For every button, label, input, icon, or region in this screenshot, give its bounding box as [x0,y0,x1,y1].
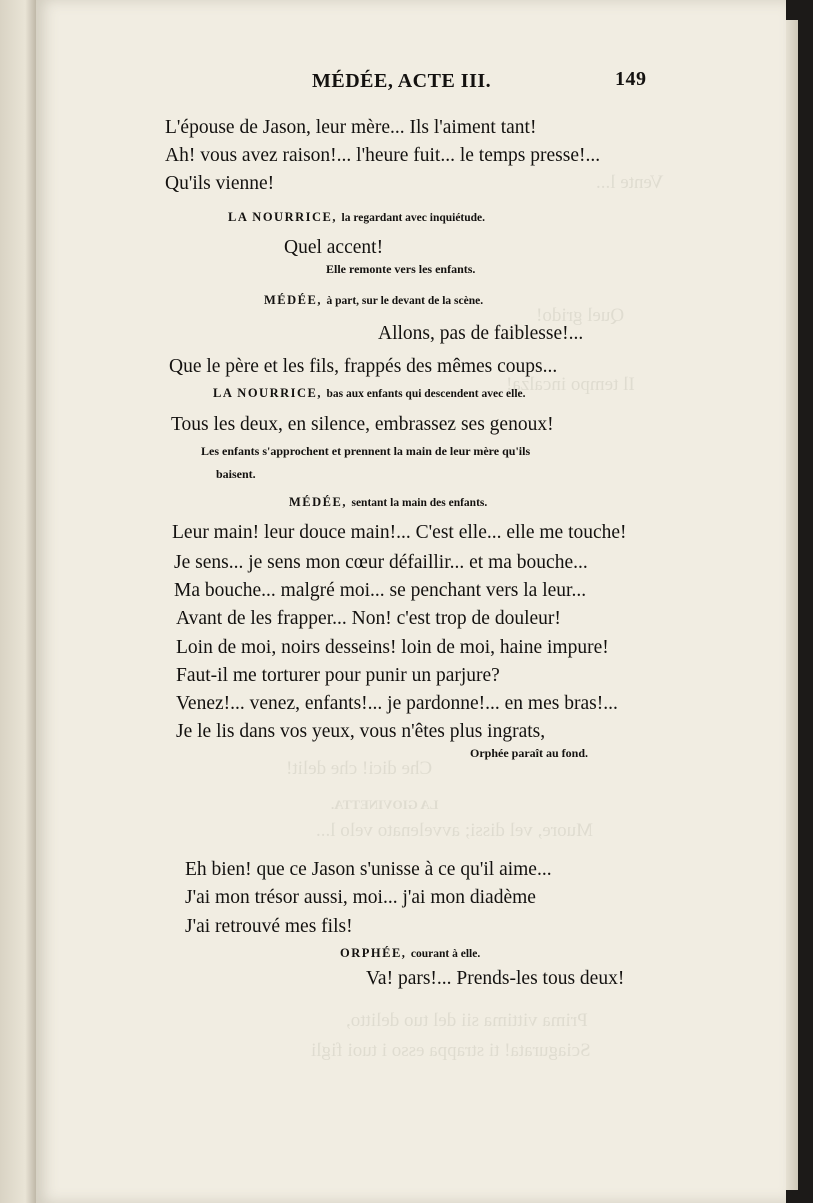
speaker-direction: à part, sur le devant de la scène. [326,295,484,307]
speaker-direction: bas aux enfants qui descendent avec elle. [326,388,526,400]
verse-line: Que le père et les fils, frappés des mêmes coups... [169,356,558,377]
book-page [36,0,786,1203]
show-through-text: Il tempo incalza! [506,374,635,395]
speaker-cue [264,293,483,308]
show-through-text: Prima vittima sii del tuo delitto, [346,1010,588,1031]
stage-direction: Orphée paraît au fond. [470,746,589,760]
verse-line: Avant de les frapper... Non! c'est trop de douleur! [176,608,561,629]
speaker-name: MÉDÉE, [289,495,347,509]
show-through-text: LA GIOVINETTA. [331,797,439,812]
running-title: MÉDÉE, ACTE III. [312,70,492,92]
verse-line: Ma bouche... malgré moi... se penchant vers la leur... [174,580,587,601]
verse-line: Qu'ils vienne! [165,173,275,194]
stage-direction: baisent. [216,467,256,481]
speaker-direction: courant à elle. [410,948,481,960]
verse-line: L'épouse de Jason, leur mère... Ils l'aiment tant! [165,117,537,138]
speaker-name: LA NOURRICE, [228,210,337,224]
verse-line: Quel accent! [284,237,384,258]
verse-line: Leur main! leur douce main!... C'est elle... elle me touche! [172,522,627,543]
verse-line: J'ai mon trésor aussi, moi... j'ai mon diadème [185,887,536,908]
verse-line: J'ai retrouvé mes fils! [185,916,353,937]
stage-direction: Elle remonte vers les enfants. [326,262,476,276]
verse-line: Loin de moi, noirs desseins! loin de moi, haine impure! [176,637,609,658]
show-through-text: Muore, vel dissi; avvelenato velo l... [316,820,594,841]
speaker-cue [340,946,480,961]
speaker-name: LA NOURRICE, [213,386,322,400]
show-through-text: Vente l... [596,172,664,193]
speaker-name: MÉDÉE, [264,293,322,307]
speaker-direction: la regardant avec inquiétude. [341,212,486,224]
speaker-name: ORPHÉE, [340,946,407,960]
verse-line: Faut-il me torturer pour punir un parjure? [176,665,500,686]
stage-direction: Les enfants s'approchent et prennent la main de leur mère qu'ils [201,444,531,458]
verse-line: Va! pars!... Prends-les tous deux! [366,968,625,989]
verse-line: Ah! vous avez raison!... l'heure fuit... le temps presse!... [165,145,601,166]
page-number: 149 [615,68,647,90]
verse-line: Tous les deux, en silence, embrassez ses genoux! [171,414,554,435]
show-through-text: Che dici! che delit! [286,758,433,779]
speaker-direction: sentant la main des enfants. [351,497,488,509]
speaker-cue [289,495,487,510]
page-stack-edge [786,20,798,1190]
speaker-cue [228,210,485,225]
verse-line: Je le lis dans vos yeux, vous n'êtes plus ingrats, [176,721,546,742]
verse-line: Venez!... venez, enfants!... je pardonne!... en mes bras!... [176,693,618,714]
show-through-text: Quel grido! [536,305,625,326]
verse-line: Allons, pas de faiblesse!... [378,323,584,344]
previous-page-edge [0,0,36,1203]
speaker-cue [213,386,526,401]
show-through-text: Sciagurata! ti strappa esso i tuoi figli [311,1040,591,1061]
verse-line: Eh bien! que ce Jason s'unisse à ce qu'il aime... [185,859,552,880]
verse-line: Je sens... je sens mon cœur défaillir... et ma bouche... [174,552,588,573]
